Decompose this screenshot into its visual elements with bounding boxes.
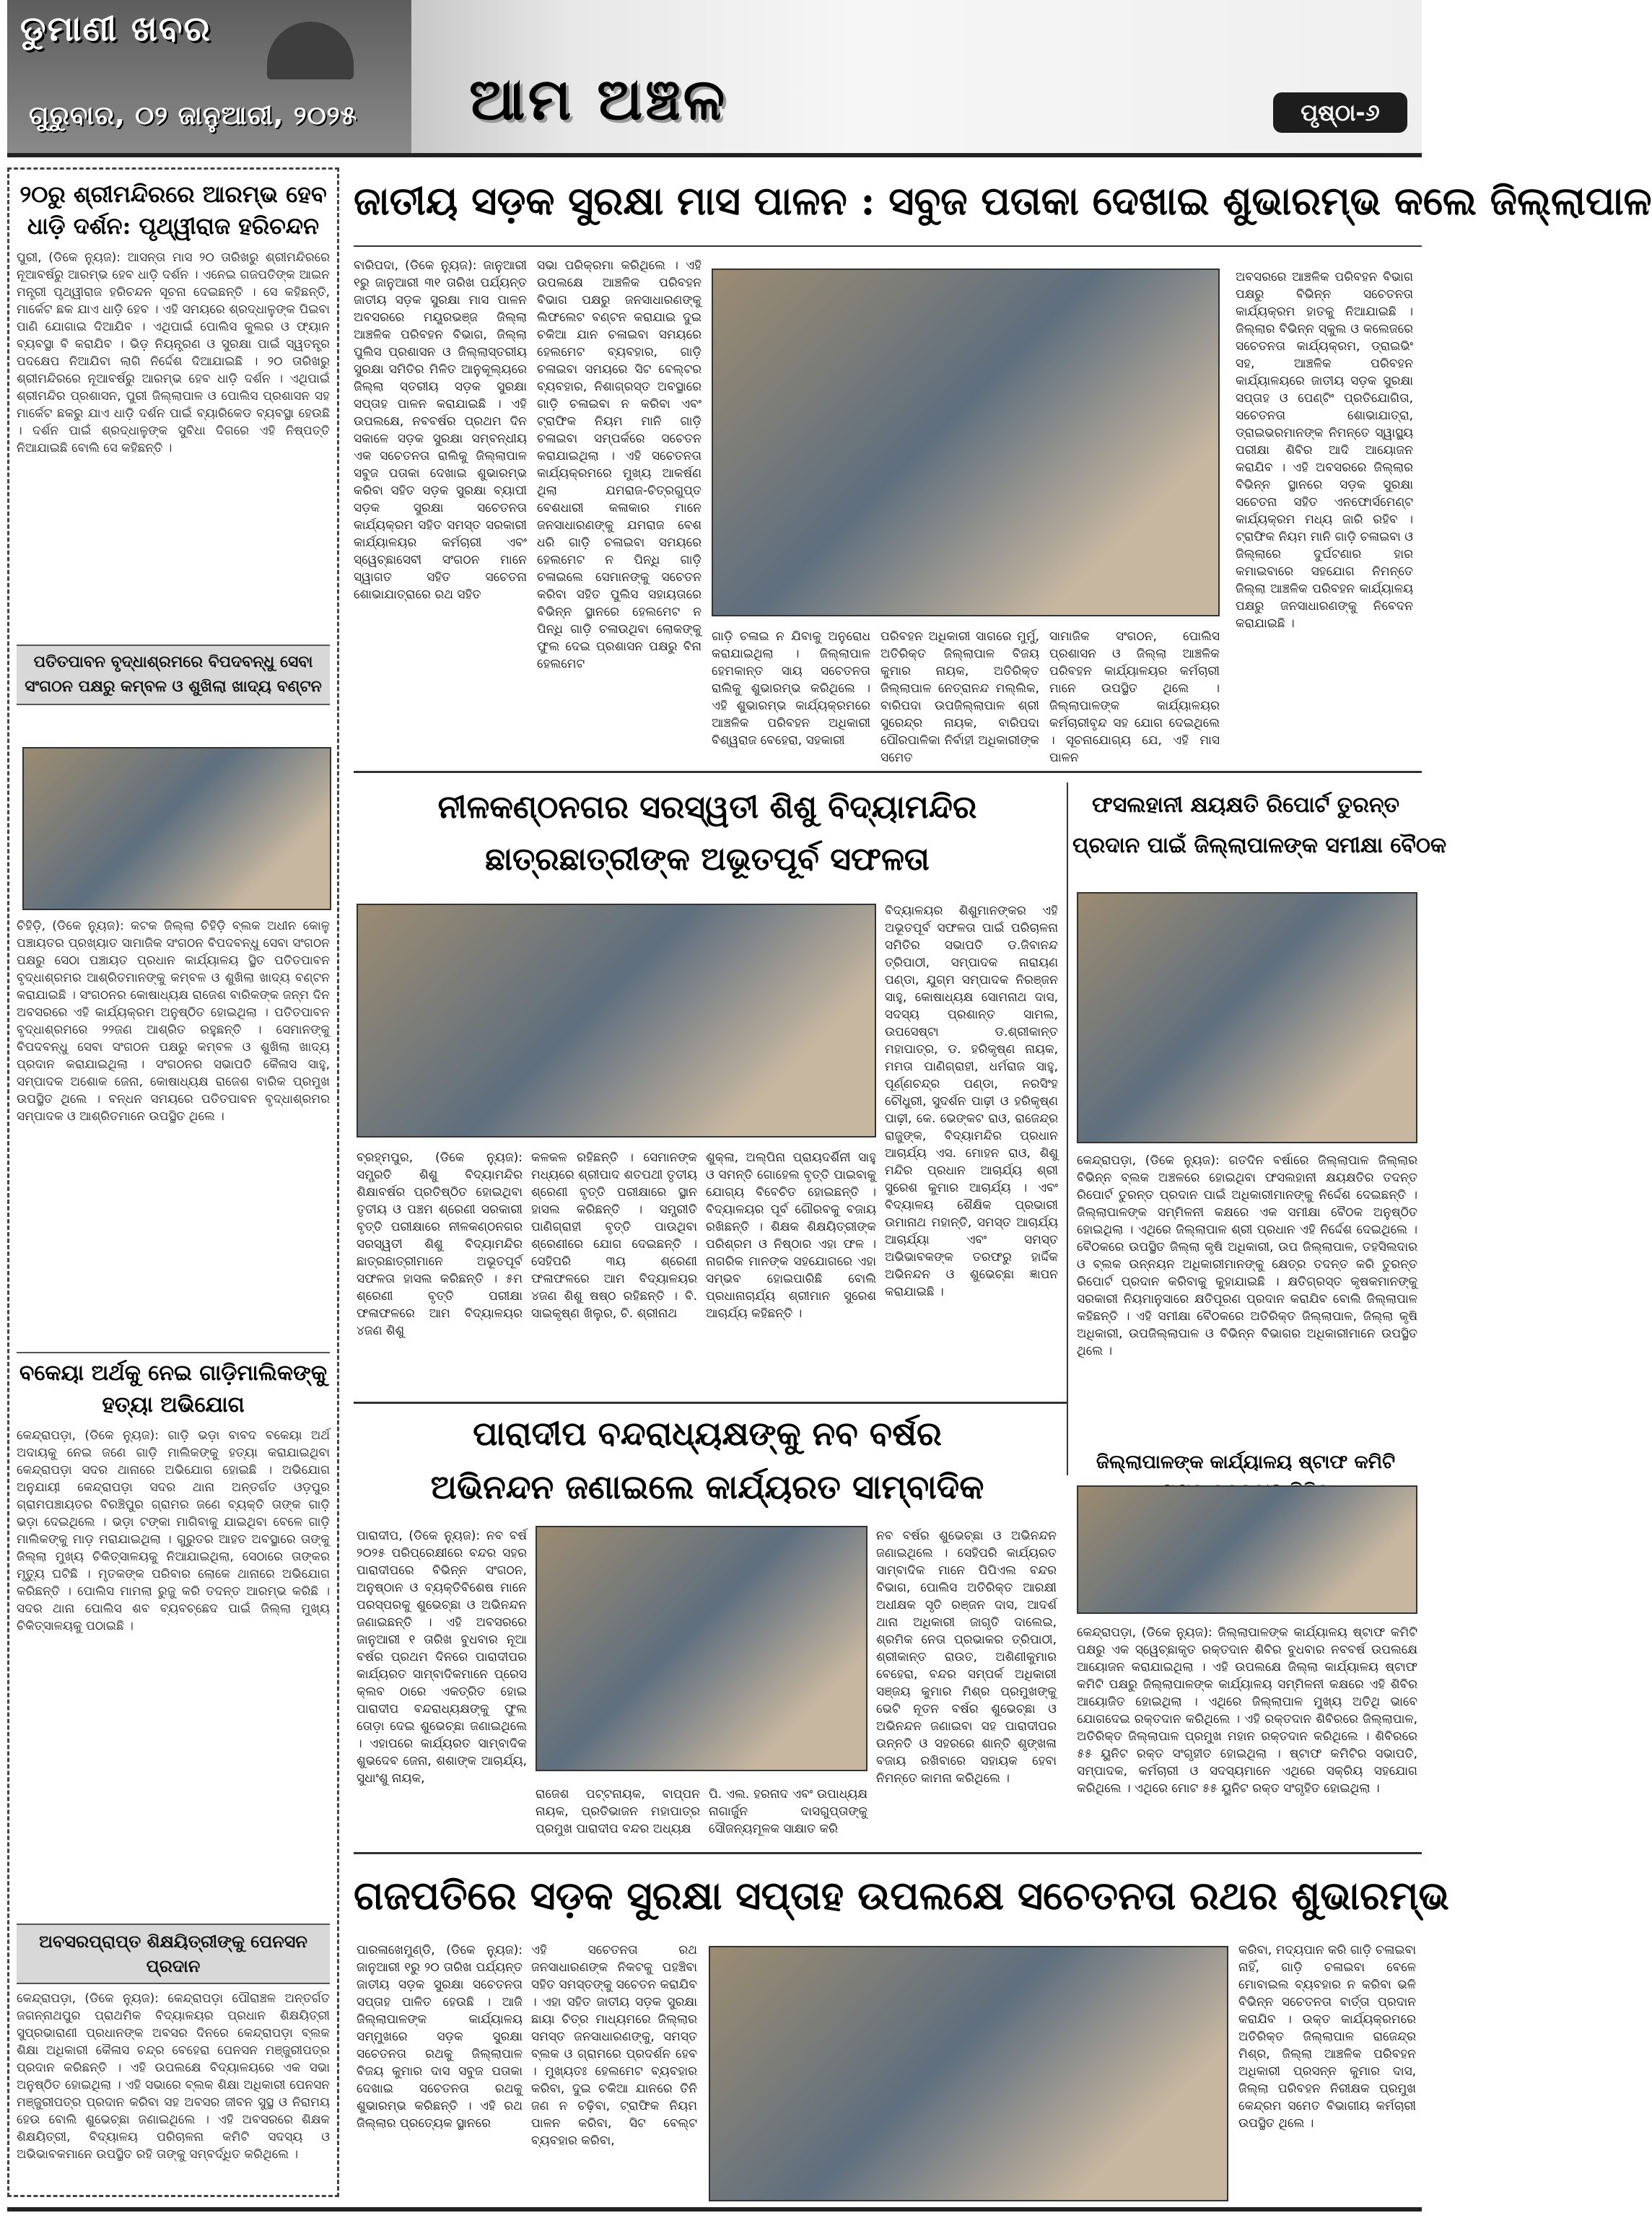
article-column: ବିଦ୍ୟାଳୟର ଶିଶୁମାନଙ୍କର ଏହି ଅଭୂତପୂର୍ବ ସଫଳତା ପାଇଁ ପରିଚାଳନା ସମିତିର ସଭାପତି ଡ.ଜିବାନନ୍ଦ ତ୍ରିପାଠୀ, ସମ୍ପାଦକ ନାରାୟଣ ପଣ୍ଡା, ଯୁଗ୍ମ ସମ୍ପାଦକ ନିରଞ୍ଜନ ସାହୁ, କୋଷାଧ୍ୟକ୍ଷ ସୋମନାଥ ଦାସ, ସଦସ୍ୟ ପ୍ରଶାନ୍ତ ସାମଲ, ଉପସେଷ୍ଟା ଡ.ଶ୍ରୀକାନ୍ତ ମହାପାତ୍ର, ଡ. ହରିକୃଷ୍ଣ ନାୟକ, ମମତା ପାଣିଗ୍ରାହୀ, ଧର୍ମରାଜ ସାହୁ, ପୂର୍ଣ୍ଣଚନ୍ଦ୍ର ପଣ୍ଡା, ନରସିଂହ ଚୌଧୁରୀ, ସୁଦର୍ଶନ ପାଢ଼ୀ ଓ ହରିକୃଷ୍ଣ ପାଢ଼ୀ, କେ. ଭେଙ୍କଟ ରାଓ, ରାଜେନ୍ଦ୍ର ରାଜୁଙ୍କ, ବିଦ୍ୟାମନ୍ଦିର ପ୍ରଧାନ ଆଚାର୍ଯ୍ୟ ଏସ. ମୋହନ ରାଓ, ଶିଶୁ ମନ୍ଦିର ପ୍ରଧାନ ଆଚାର୍ଯ୍ୟ ଶ୍ରୀ ସୁରେଶ କୁମାର ଆଚାର୍ଯ୍ୟ । ଏବଂ ବିଦ୍ୟାଳୟ ଶୈକ୍ଷିକ ପ୍ରଭାରୀ ଉମାନାଥ ମହାନ୍ତି, ସମସ୍ତ ଆଚାର୍ଯ୍ୟ ଆଚାର୍ଯ୍ୟା ଏବଂ ସମସ୍ତ ଅଭିଭାବକଙ୍କ ତରଫରୁ ହାର୍ଦ୍ଦିକ ଅଭିନନ୍ଦନ ଓ ଶୁଭେଚ୍ଛା ଜ୍ଞାପନ କରାଯାଇଛି ।: [885, 904, 1058, 1299]
divider: [354, 771, 1422, 773]
article-column: ସଭା ପରିକ୍ରମା କରିଥିଲେ । ଏହି ଉପଲକ୍ଷେ ଆଞ୍ଚଳିକ ପରିବହନ ବିଭାଗ ପକ୍ଷରୁ ଜନସାଧାରଣଙ୍କୁ ଲିଫଲେଟ ବଣ୍ଟନ କରାଯାଇ ଦୁଇ ଚକିଆ ଯାନ ଚଳାଇବା ସମୟରେ ହେଲମେଟ ବ୍ୟବହାର, ଗାଡ଼ି ଚଳାଇବା ସମୟରେ ସିଟ ବେଲ୍ଟର ବ୍ୟବହାର, ନିଶାଗ୍ରସ୍ତ ଅବସ୍ଥାରେ ଗାଡ଼ି ଚଳାଇବା ନ କରିବା ଏବଂ ଟ୍ରାଫିକ ନିୟମ ମାନି ଗାଡ଼ି ଚଳାଇବା ସମ୍ପର୍କରେ ସଚେତନ କରାଯାଇଥିଲା । ଏହି ସଚେତନତା କାର୍ଯ୍ୟକ୍ରମରେ ମୁଖ୍ୟ ଆକର୍ଷଣ ଥିଲା ଯମରାଜ-ଚିତ୍ରଗୁପ୍ତ ବେଶଧାରୀ କଳାକାର ମାନେ ଜନସାଧାରଣଙ୍କୁ ଯମରାଜ ବେଶ ଧରି ଗାଡ଼ି ଚଳାଇବା ସମୟରେ ହେଲମେଟ ନ ପିନ୍ଧି ଗାଡ଼ି ଚଳାଇଲେ ସେମାନଙ୍କୁ ସଚେତନ କରିବା ସହିତ ପୁଲିସ ସହାୟତାରେ ବିଭିନ୍ନ ସ୍ଥାନରେ ହେଲମେଟ ନ ପିନ୍ଧି ଗାଡ଼ି ଚଳାଉଥିବା ଲୋକଙ୍କୁ ଫୁଲ ଦେଇ ପ୍ରଶାସନ ପକ୍ଷରୁ ବିନା ହେଲମେଟ: [537, 258, 702, 671]
headline-paradip-line2: ଅଭିନନ୍ଦନ ଜଣାଇଲେ କାର୍ଯ୍ୟରତ ସାମ୍ବାଦିକ: [430, 1467, 984, 1506]
school-felicitation-photo: [357, 904, 876, 1138]
blanket-distribution-photo: [22, 747, 331, 910]
article-column: କେନ୍ଦ୍ରାପଡ଼ା, (ଡିକେ ନ୍ୟୁଜ): ଗତଦିନ ବର୍ଷାରେ ଜିଲ୍ଲାପାଳ ଜିଲ୍ଲାର ବିଭିନ୍ନ ବ୍ଲକ ଅଞ୍ଚଳରେ ହୋଇଥିବା ଫସଲହାନୀ କ୍ଷୟକ୍ଷତିର ତଦନ୍ତ ରିପୋର୍ଟ ତୁରନ୍ତ ପ୍ରଦାନ ପାଇଁ ଅଧିକାରୀମାନଙ୍କୁ ନିର୍ଦ୍ଦେଶ ଦେଇଛନ୍ତି । ଜିଲ୍ଲାପାଳଙ୍କ ସମ୍ମିଳନୀ କକ୍ଷରେ ଏକ ସମୀକ୍ଷା ବୈଠକ ଅନୁଷ୍ଠିତ ହୋଇଥିଲା । ଏଥିରେ ଜିଲ୍ଲାପାଳ ଶ୍ରୀ ପ୍ରଧାନ ଏହି ନିର୍ଦ୍ଦେଶ ଦେଇଥିଲେ । ବୈଠକରେ ଉପସ୍ଥିତ ଜିଲ୍ଲା କୃଷି ଅଧିକାରୀ, ଉପ ଜିଲ୍ଲାପାଳ, ତହସିଲଦାର ଓ ବ୍ଲକ ଉନ୍ନୟନ ଅଧିକାରୀମାନଙ୍କୁ କ୍ଷେତ୍ର ତଦନ୍ତ କରି ତୁରନ୍ତ ରିପୋର୍ଟ ପ୍ରଦାନ କରିବାକୁ କୁହାଯାଇଛି । କ୍ଷତିଗ୍ରସ୍ତ କୃଷକମାନଙ୍କୁ ସରକାରୀ ନିୟମାନୁସାରେ କ୍ଷତିପୂରଣ ପ୍ରଦାନ କରାଯିବ ବୋଲି ଜିଲ୍ଲାପାଳ କହିଛନ୍ତି । ଏହି ସମୀକ୍ଷା ବୈଠକରେ ଅତିରିକ୍ତ ଜିଲ୍ଲାପାଳ, ଜିଲ୍ଲା କୃଷି ଅଧିକାରୀ, ଉପଜିଲ୍ଲାପାଳ ଓ ବିଭିନ୍ନ ବିଭାଗର ଅଧିକାରୀମାନେ ଉପସ୍ଥିତ ଥିଲେ ।: [1077, 1153, 1417, 1358]
road-safety-helmet-photo: [712, 268, 1220, 616]
headline-crop-loss-line1: ଫସଲହାନୀ କ୍ଷୟକ୍ଷତି ରିପୋର୍ଟ ତୁରନ୍ତ: [1092, 793, 1399, 818]
story-body: କେନ୍ଦ୍ରାପଡ଼ା, (ଡିକେ ନ୍ୟୁଜ): ଗାଡ଼ି ଭଡ଼ା ବାବଦ ବକେୟା ଅର୍ଥ ଅଦାୟକୁ ନେଇ ଜଣେ ଗାଡ଼ି ମାଲିକଙ୍କୁ ହତ୍ୟା କରାଯାଇଥିବା କେନ୍ଦ୍ରାପଡ଼ା ସଦର ଥାନାରେ ଅଭିଯୋଗ ହୋଇଛି । ଅଭିଯୋଗ ଅନୁଯାୟୀ କେନ୍ଦ୍ରାପଡ଼ା ସଦର ଥାନା ଅନ୍ତର୍ଗତ ଓଡ଼ପୁର ଗ୍ରାମପଞ୍ଚାୟତର ବିରଞ୍ଚିପୁର ଗ୍ରାମର ଜଣେ ବ୍ୟକ୍ତି ତାଙ୍କ ଗାଡ଼ି ଭଡ଼ା ଦେଇଥିଲେ । ଭଡ଼ା ଟଙ୍କା ମାଗିବାକୁ ଯାଇଥିବା ବେଳେ ଗାଡ଼ି ମାଲିକଙ୍କୁ ମାଡ଼ ମରାଯାଇଥିଲା । ଗୁରୁତର ଆହତ ଅବସ୍ଥାରେ ତାଙ୍କୁ ଜିଲ୍ଲା ମୁଖ୍ୟ ଚିକିତ୍ସାଳୟକୁ ନିଆଯାଇଥିଲା, ସେଠାରେ ତାଙ୍କର ମୃତ୍ୟୁ ଘଟିଛି । ମୃତକଙ୍କ ପରିବାର ଲୋକେ ଥାନାରେ ଅଭିଯୋଗ କରିଛନ୍ତି । ପୋଲିସ ମାମଲା ରୁଜୁ କରି ତଦନ୍ତ ଆରମ୍ଭ କରିଛି । ସଦର ଥାନା ପୋଲିସ ଶବ ବ୍ୟବଚ୍ଛେଦ ପାଇଁ ଜିଲ୍ଲା ମୁଖ୍ୟ ଚିକିତ୍ସାଳୟକୁ ପଠାଇଛି ।: [17, 1428, 330, 1633]
paradip-greeting-photo: [536, 1526, 867, 1771]
article-column: ସାମାଜିକ ସଂଗଠନ, ପୋଲିସ ପ୍ରଶାସନ ଓ ଜିଲ୍ଲା ଆଞ୍ଚଳିକ ପରିବହନ କାର୍ଯ୍ୟାଳୟର କର୍ମଚାରୀ ମାନେ ଉପସ୍ଥିତ ଥିଲେ । ଜିଲ୍ଲାପାଳଙ୍କ କାର୍ଯ୍ୟାଳୟର କର୍ମଚାରୀବୃନ୍ଦ ସହ ଯୋଗ ଦେଇଥିଲେ । ସୂଚନାଯୋଗ୍ୟ ଯେ, ଏହି ମାସ ପାଳନ: [1049, 629, 1220, 765]
article-column: କେନ୍ଦ୍ରାପଡ଼ା, (ଡିକେ ନ୍ୟୁଜ): ଜିଲ୍ଲାପାଳଙ୍କ କାର୍ଯ୍ୟାଳୟ ଷ୍ଟାଫ କମିଟି ପକ୍ଷରୁ ଏକ ସ୍ୱେଚ୍ଛାକୃତ ରକ୍ତଦାନ ଶିବିର ବୁଧବାର ନବବର୍ଷ ଉପଲକ୍ଷେ ଆୟୋଜନ କରାଯାଇଥିଲା । ଏହି ଉପଲକ୍ଷେ ଜିଲ୍ଲା କାର୍ଯ୍ୟାଳୟ ଷ୍ଟାଫ କମିଟି ପକ୍ଷରୁ ଜିଲ୍ଲାପାଳଙ୍କ କାର୍ଯ୍ୟାଳୟ ସମ୍ମିଳନୀ କକ୍ଷରେ ଏହି ଶିବିର ଆୟୋଜିତ ହୋଇଥିଲା । ଏଥିରେ ଜିଲ୍ଲାପାଳ ମୁଖ୍ୟ ଅତିଥି ଭାବେ ଯୋଗଦେଇ ରକ୍ତଦାନ କରିଥିଲେ । ଏହି ରକ୍ତଦାନ ଶିବିରରେ ଜିଲ୍ଲାପାଳ, ଅତିରିକ୍ତ ଜିଲ୍ଲାପାଳ ପ୍ରମୁଖ ମହାନ ରକ୍ତଦାନ କରିଥିଲେ । ଶିବିରରେ ୫୫ ୟୁନିଟ ରକ୍ତ ସଂଗୃହୀତ ହୋଇଥିଲା । ଷ୍ଟାଫ କମିଟିର ସଭାପତି, ସମ୍ପାଦକ, କର୍ମଚାରୀ ଓ ସଦସ୍ୟମାନେ ଏଥିରେ ସକ୍ରିୟ ସହଯୋଗ କରିଥିଲେ । ଏଥିରେ ମୋଟ ୫୫ ୟୁନିଟ ରକ୍ତ ସଂଗୃହିତ ହୋଇଥିଲା ।: [1077, 1625, 1417, 1796]
article-column: ଏହି ସଚେତନତା ରଥ ଜନସାଧାରଣଙ୍କ ନିକଟକୁ ପହଞ୍ଚିବା ସହିତ ସମସ୍ତଙ୍କୁ ସଚେତନ କରାଯିବ । ଏହା ସହିତ ଜାତୀୟ ସଡ଼କ ସୁରକ୍ଷା ଛାୟା ଚିତ୍ର ମାଧ୍ୟମରେ ଜିଲ୍ଲାର ସମସ୍ତ ଜନସାଧାରଣଙ୍କୁ, ସମସ୍ତ ବ୍ଲକ ଓ ଗ୍ରାମରେ ପ୍ରଦର୍ଶନ ହେବ । ମୁଖ୍ୟତଃ ହେଲମେଟ ବ୍ୟବହାର କରିବା, ଦୁଇ ଚକିଆ ଯାନରେ ତିନି ଜଣ ନ ଚଢ଼ିବା, ଟ୍ରାଫିକ ନିୟମ ପାଳନ କରିବା, ସିଟ ବେଲ୍ଟ ବ୍ୟବହାର କରିବା,: [531, 1943, 697, 2148]
left-news-column: [7, 167, 339, 2197]
article-column: ଅବସରରେ ଆଞ୍ଚଳିକ ପରିବହନ ବିଭାଗ ପକ୍ଷରୁ ବିଭିନ୍ନ ସଚେତନତା କାର୍ଯ୍ୟକ୍ରମ ହାତକୁ ନିଆଯାଇଛି । ଜିଲ୍ଲାର ବିଭିନ୍ନ ସ୍କୁଲ ଓ କଲେଜରେ ସଚେତନତା କାର୍ଯ୍ୟକ୍ରମ, ଡ୍ରାଇଭିଂ ସହ, ଆଞ୍ଚଳିକ ପରିବହନ କାର୍ଯ୍ୟାଳୟରେ ଜାତୀୟ ସଡ଼କ ସୁରକ୍ଷା ସପ୍ତାହ ଓ ପେଣ୍ଟିଂ ପ୍ରତିଯୋଗିତା, ସଚେତନତା ଶୋଭାଯାତ୍ରା, ଡ୍ରାଇଭରମାନଙ୍କ ନିମନ୍ତେ ସ୍ୱାସ୍ଥ୍ୟ ପରୀକ୍ଷା ଶିବିର ଆଦି ଆୟୋଜନ କରାଯିବ । ଏହି ଅବସରରେ ଜିଲ୍ଲାର ବିଭିନ୍ନ ସ୍ଥାନରେ ସଡ଼କ ସୁରକ୍ଷା ସଚେତନା ସହିତ ଏନଫୋର୍ସମେଣ୍ଟ କାର୍ଯ୍ୟକ୍ରମ ମଧ୍ୟ ଜାରି ରହିବ । ଟ୍ରାଫିକ ନିୟମ ମାନି ଗାଡ଼ି ଚଳାଇବା ଓ ଜିଲ୍ଲାରେ ଦୁର୍ଘଟଣାର ହାର କମାଇବାରେ ସହଯୋଗ ନିମନ୍ତେ ଜିଲ୍ଲା ଆଞ୍ଚଳିକ ପରିବହନ କାର୍ଯ୍ୟାଳୟ ପକ୍ଷରୁ ଜନସାଧାରଣଙ୍କୁ ନିବେଦନ କରାଯାଇଛି ।: [1236, 270, 1413, 631]
headline-saraswati-shishu-line1: ନୀଳକଣ୍ଠନଗର ସରସ୍ୱତୀ ଶିଶୁ ବିଦ୍ୟାମନ୍ଦିର: [437, 789, 977, 826]
article-column: ଗାଡ଼ି ଚଳାଇ ନ ଯିବାକୁ ଅନୁରୋଧ କରାଯାଇଥିଲା । ଜିଲ୍ଲାପାଳ ହେମକାନ୍ତ ସାୟ ସଚେତନତା ରାଲିକୁ ଶୁଭାରମ୍ଭ କରିଥିଲେ । ଏହି ଶୁଭାରମ୍ଭ କାର୍ଯ୍ୟକ୍ରମରେ ଆଞ୍ଚଳିକ ପରିବହନ ଅଧିକାରୀ ବିଶ୍ୱରାଜ ବେହେରା, ସହକାରୀ: [712, 629, 870, 748]
headline-paradip-line1: ପାରାଦୀପ ବନ୍ଦରାଧ୍ୟକ୍ଷଙ୍କୁ ନବ ବର୍ଷର: [473, 1414, 942, 1453]
story-briddhashram-body: [17, 917, 330, 1343]
newspaper-name: ଡୁମାଣୀ ଖବର: [20, 9, 211, 49]
page-number-badge: ପୃଷ୍ଠା-୬: [1273, 92, 1407, 133]
divider: [354, 1852, 1422, 1854]
article-column: ପି. ଏଲ. ହରନାଦ ଏବଂ ଉପାଧ୍ୟକ୍ଷ ନାଗାର୍ଜୁନ ଦାସଗୁପ୍ତାଙ୍କୁ ସୌଜନ୍ୟମୂଳକ ସାକ୍ଷାତ କରି: [709, 1787, 867, 1836]
page-bottom-rule: [7, 2207, 1422, 2212]
story-dhadi-darshan: [17, 178, 330, 653]
story-headline: ଅବସରପ୍ରାପ୍ତ ଶିକ୍ଷୟିତ୍ରୀଙ୍କୁ ପେନସନ ପ୍ରଦାନ: [17, 1924, 330, 1984]
article-column: ବ୍ରହ୍ମପୁର, (ଡିକେ ନ୍ୟୁଜ): ସମ୍ପ୍ରତି ଶିଶୁ ବିଦ୍ୟାମନ୍ଦିର ଶିକ୍ଷାବର୍ଷର ପ୍ରତିଷ୍ଠିତ ହୋଇଥିବା ତୃତୀୟ ଓ ପଞ୍ଚମ ଶ୍ରେଣୀ ସରକାରୀ ବୃତ୍ତି ପରୀକ୍ଷାରେ ନୀଳକଣ୍ଠନଗର ସରସ୍ୱତୀ ଶିଶୁ ବିଦ୍ୟାମନ୍ଦିର ଛାତ୍ରଛାତ୍ରୀମାନେ ଅଭୂତପୂର୍ବ ସଫଳତା ହାସଲ କରିଛନ୍ତି । ୫ମ ଶ୍ରେଣୀ ବୃତ୍ତି ପରୀକ୍ଷା ଫଳାଫଳରେ ଆମ ବିଦ୍ୟାଳୟର ୪ଜଣ ଶିଶୁ: [357, 1151, 523, 1338]
story-headline: ପତିତପାବନ ବୃଦ୍ଧାଶ୍ରମରେ ବିପଦବନ୍ଧୁ ସେବା ସଂଗଠନ ପକ୍ଷରୁ କମ୍ବଳ ଓ ଶୁଖିଲା ଖାଦ୍ୟ ବଣ୍ଟନ: [17, 645, 330, 705]
article-column: ରାଜେଶ ପଟ୍ଟନାୟକ, ବାପ୍ପନ ନାୟକ, ପ୍ରତିଭାଜନ ମହାପାତ୍ର ପ୍ରମୁଖ ପାରାଦୀପ ବନ୍ଦର ଅଧ୍ୟକ୍ଷ: [536, 1787, 700, 1836]
divider: [354, 1402, 1067, 1404]
story-briddhashram: [17, 645, 330, 705]
awareness-chariot-flag-off-photo: [709, 1946, 1228, 2201]
article-column: ପରିବହନ ଅଧିକାରୀ ସାଗରେ ମୁର୍ମୁ, ଅତିରିକ୍ତ ଜିଲ୍ଲାପାଳ ବିଜୟ କୁମାର ନାୟକ, ଅତିରିକ୍ତ ଜିଲ୍ଲାପାଳ ନେତ୍ରାନନ୍ଦ ମଲ୍ଲିକ, ବାରିପଦା ଉପଜିଲ୍ଲାପାଳ ଶ୍ରୀ ସୁରେନ୍ଦ୍ର ନାୟକ, ବାରିପଦା ପୌରପାଳିକା ନିର୍ବାହୀ ଅଧିକାରୀଙ୍କ ସମେତ: [880, 629, 1039, 765]
article-column: ବାରିପଦା, (ଡିକେ ନ୍ୟୁଜ): ଜାନୁଆରୀ ୧ରୁ ଜାନୁଆରୀ ୩୧ ତାରିଖ ପର୍ଯ୍ୟନ୍ତ ଜାତୀୟ ସଡ଼କ ସୁରକ୍ଷା ମାସ ପାଳନ ଅବସରରେ ମୟୂରଭଞ୍ଜ ଜିଲ୍ଲା ଆଞ୍ଚଳିକ ପରିବହନ ବିଭାଗ, ଜିଲ୍ଲା ପୁଲିସ ପ୍ରଶାସନ ଓ ଜିଲ୍ଲାସ୍ତରୀୟ ସୁରକ୍ଷା ସମିତିର ମିଳିତ ଆନୁକୂଲ୍ୟରେ ଜିଲ୍ଲା ସ୍ତରୀୟ ସଡ଼କ ସୁରକ୍ଷା ସପ୍ତାହ ପାଳନ କରାଯାଇଛି । ଏହି ଉପଲକ୍ଷେ, ନବବର୍ଷର ପ୍ରଥମ ଦିନ ସକାଳେ ସଡ଼କ ସୁରକ୍ଷା ସମ୍ବନ୍ଧୀୟ ଏକ ସଚେତନତା ରାଲିକୁ ଜିଲ୍ଲାପାଳ ସବୁଜ ପତାକା ଦେଖାଇ ଶୁଭାରମ୍ଭ କରିବା ସହିତ ସଡ଼କ ସୁରକ୍ଷା ବ୍ୟାପୀ ସଡ଼କ ସୁରକ୍ଷା ସଚେତନତା କାର୍ଯ୍ୟକ୍ରମ ସହିତ ସମସ୍ତ ସରକାରୀ କାର୍ଯ୍ୟାଳୟର କର୍ମଚାରୀ ଏବଂ ସ୍ୱେଚ୍ଛାସେବୀ ସଂଗଠନ ମାନେ ସ୍ୱାଗତ ସହିତ ସଚେତନା ଶୋଭାଯାତ୍ରାରେ ରଥ ସହିତ: [354, 258, 527, 602]
story-pension: [17, 1924, 330, 2214]
divider: [1067, 782, 1068, 1475]
article-column: ନବ ବର୍ଷର ଶୁଭେଚ୍ଛା ଓ ଅଭିନନ୍ଦନ ଜଣାଇଥିଲେ । ସେହିପରି କାର୍ଯ୍ୟରତ ସାମ୍ବାଦିକ ମାନେ ପିପିଏଲ ବନ୍ଦର ବିଭାଗ, ପୋଲିସ ଅତିରିକ୍ତ ଆରକ୍ଷୀ ଅଧୀକ୍ଷକ ସୃତି ରଞ୍ଜନ ଦାସ, ଆଦର୍ଶ ଥାନା ଅଧିକାରୀ ଜାଗୃତି ଦାଲେଇ, ଶ୍ରମିକ ନେତା ପ୍ରଭାକର ତ୍ରିପାଠୀ, ଶ୍ରୀକାନ୍ତ ରାଉତ, ଅଶିଣୀକୁମାର ବେହେରା, ବନ୍ଦର ସମ୍ପର୍କ ଅଧିକାରୀ ସଞ୍ଜୟ କୁମାର ମିଶ୍ର ପ୍ରମୁଖଙ୍କୁ ଭେଟି ନୂତନ ବର୍ଷର ଶୁଭେଚ୍ଛା ଓ ଅଭିନନ୍ଦନ ଜଣାଇବା ସହ ପାରାଦୀପର ଉନ୍ନତି ଓ ସହରରେ ଶାନ୍ତି ଶୃଙ୍ଖଳା ବଜାୟ ରଖିବାରେ ସହାୟକ ହେବା ନିମନ୍ତେ କାମନା କରିଥିଲେ ।: [876, 1529, 1057, 1786]
story-headline: ବକେୟା ଅର୍ଥକୁ ନେଇ ଗାଡ଼ିମାଲିକଙ୍କୁ ହତ୍ୟା ଅଭିଯୋଗ: [17, 1352, 330, 1421]
article-column: କରିବା, ମଦ୍ୟପାନ କରି ଗାଡ଼ି ଚଳାଇବା ନାହିଁ, ଗାଡ଼ି ଚଳାଇବା ବେଳେ ମୋବାଇଲ ବ୍ୟବହାର ନ କରିବା ଭଳି ବିଭିନ୍ନ ସଚେତନତା ବାର୍ତ୍ତା ପ୍ରଦାନ କରାଯିବ । ଉକ୍ତ କାର୍ଯ୍ୟକ୍ରମରେ ଅତିରିକ୍ତ ଜିଲ୍ଲାପାଳ ରାଜେନ୍ଦ୍ର ମିଶ୍ର, ଜିଲ୍ଲା ଆଞ୍ଚଳିକ ପରିବହନ ଅଧିକାରୀ ପ୍ରସନ୍ନ କୁମାର ଦାସ, ଜିଲ୍ଲା ପରିବହନ ନିରୀକ୍ଷକ ପ୍ରମୁଖ କେନ୍ଦ୍ରମ ସମେତ ବିଭାଗୀୟ କର୍ମଚାରୀ ଉପସ୍ଥିତ ଥିଲେ ।: [1238, 1943, 1416, 2131]
article-column: ପାରଳାଖେମୁଣ୍ଡି, (ଡିକେ ନ୍ୟୁଜ): ଜାନୁଆରୀ ୧ରୁ ୨୦ ତାରିଖ ପର୍ଯ୍ୟନ୍ତ ଜାତୀୟ ସଡ଼କ ସୁରକ୍ଷା ସଚେତନତା ସପ୍ତାହ ପାଳିତ ହେଉଛି । ଆଜି ଜିଲ୍ଲାପାଳଙ୍କ କାର୍ଯ୍ୟାଳୟ ସମ୍ମୁଖରେ ସଡ଼କ ସୁରକ୍ଷା ସଚେତନତା ରଥକୁ ଜିଲ୍ଲାପାଳ ବିଜୟ କୁମାର ଦାସ ସବୁଜ ପତାକା ଦେଖାଇ ସଚେତନତା ରଥକୁ ଶୁଭାରମ୍ଭ କରିଛନ୍ତି । ଏହି ରଥ ଜିଲ୍ଲାର ପ୍ରତ୍ୟେକ ସ୍ଥାନରେ: [357, 1943, 523, 2131]
headline-blood-donation: ଜିଲ୍ଲାପାଳଙ୍କ କାର୍ଯ୍ୟାଳୟ ଷ୍ଟାଫ କମିଟି: [1096, 1451, 1396, 1473]
lead-headline-road-safety-month: ଜାତୀୟ ସଡ଼କ ସୁରକ୍ଷା ମାସ ପାଳନ : ସବୁଜ ପତାକା ଦେଖାଇ ଶୁଭାରମ୍ଭ କଲେ ଜିଲ୍ଲାପାଳ: [354, 178, 1652, 224]
article-column: ପାରାଦୀପ, (ଡିକେ ନ୍ୟୁଜ): ନବ ବର୍ଷ ୨୦୨୫ ପରିପ୍ରେକ୍ଷୀରେ ବନ୍ଦର ସହର ପାରାଦୀପରେ ବିଭିନ୍ନ ସଂଗଠନ, ଅନୁଷ୍ଠାନ ଓ ବ୍ୟକ୍ତିବିଶେଷ ମାନେ ପରସ୍ପରକୁ ଶୁଭେଚ୍ଛା ଓ ଅଭିନନ୍ଦନ ଜଣାଇଛନ୍ତି । ଏହି ଅବସରରେ ଜାନୁଆରୀ ୧ ତାରିଖ ବୁଧବାର ନୂଆ ବର୍ଷର ପ୍ରଥମ ଦିନରେ ପାରାଦୀପର କାର୍ଯ୍ୟରତ ସାମ୍ବାଦିକମାନେ ପ୍ରେସ କ୍ଲବ ଠାରେ ଏକତ୍ରିତ ହୋଇ ପାରାଦୀପ ବନ୍ଦରାଧ୍ୟକ୍ଷଙ୍କୁ ଫୁଲ ତୋଡ଼ା ଦେଇ ଶୁଭେଚ୍ଛା ଜଣାଇଥିଲେ । ଏହାପରେ କାର୍ଯ୍ୟରତ ସାମ୍ବାଦିକ ଶୁଭଦେବ ଜେନା, ଶଶାଙ୍କ ଆଚାର୍ଯ୍ୟ, ସୁଧାଂଶୁ ନାୟକ,: [357, 1529, 527, 1786]
divider: [354, 245, 1422, 247]
story-body: କେନ୍ଦ୍ରାପଡ଼ା, (ଡିକେ ନ୍ୟୁଜ): କେନ୍ଦ୍ରାପଡ଼ା ପୌରାଞ୍ଚଳ ଅନ୍ତର୍ଗତ ଜଗନ୍ନାଥପୁର ପ୍ରାଥମିକ ବିଦ୍ୟାଳୟର ପ୍ରଧାନ ଶିକ୍ଷୟିତ୍ରୀ ସୁପ୍ରଭାରାଣୀ ପ୍ରଧାନଙ୍କ ଅବସର ଦିନରେ କେନ୍ଦ୍ରାପଡ଼ା ବ୍ଲକ ଶିକ୍ଷା ଅଧିକାରୀ କୈଳାସ ଚନ୍ଦ୍ର ବେହେରା ପେନସନ ମଞ୍ଜୁରୀପତ୍ର ପ୍ରଦାନ କରିଛନ୍ତି । ଏହି ଉପଲକ୍ଷେ ବିଦ୍ୟାଳୟରେ ଏକ ସଭା ଅନୁଷ୍ଠିତ ହୋଇଥିଲା । ଏହି ସଭାରେ ବ୍ଲକ ଶିକ୍ଷା ଅଧିକାରୀ ପେନସନ ମଞ୍ଜୁରୀପତ୍ର ପ୍ରଦାନ କରିବା ସହ ଅବସର ଜୀବନ ସୁସ୍ଥ ଓ ନିରାମୟ ହେଉ ବୋଲି ଶୁଭେଚ୍ଛା ଜଣାଇଥିଲେ । ଏହି ଅବସରରେ ଶିକ୍ଷକ ଶିକ୍ଷୟିତ୍ରୀ, ବିଦ୍ୟାଳୟ ପରିଚାଳନା କମିଟି ସଦସ୍ୟ ଓ ଅଭିଭାବକମାନେ ଉପସ୍ଥିତ ରହି ତାଙ୍କୁ ସମ୍ବର୍ଦ୍ଧିତ କରିଥିଲେ ।: [17, 1991, 330, 2162]
masthead: [7, 0, 1422, 157]
blood-donation-photo: [1077, 1485, 1417, 1614]
masthead-brand-panel: [7, 0, 411, 153]
story-vehicle-owner: [17, 1352, 330, 1932]
story-body: ଚିହିଡ଼ି, (ଡିକେ ନ୍ୟୁଜ): କଟକ ଜିଲ୍ଲା ଚିହିଡ଼ି ବ୍ଲକ ଅଧୀନ କୋଳୁ ପଞ୍ଚାୟତର ପ୍ରଖ୍ୟାତ ସାମାଜିକ ସଂଗଠନ ବିପଦବନ୍ଧୁ ସେବା ସଂଗଠନ ପକ୍ଷରୁ ସେଠା ପଞ୍ଚାୟତ ପ୍ରଧାନ କାର୍ଯ୍ୟାଳୟ ସ୍ଥିତ ପତିତପାବନ ବୃଦ୍ଧାଶ୍ରମର ଆଶ୍ରିତମାନଙ୍କୁ କମ୍ବଳ ଓ ଶୁଖିଲା ଖାଦ୍ୟ ବଣ୍ଟନ କରାଯାଇଛି । ସଂଗଠନର କୋଷାଧ୍ୟକ୍ଷ ରାଜେଶ ବାରିକଙ୍କ ଜନ୍ମ ଦିନ ଅବସରରେ ଏହି କାର୍ଯ୍ୟକ୍ରମ ଅନୁଷ୍ଠିତ ହୋଇଥିଲା । ପତିତପାବନ ବୃଦ୍ଧାଶ୍ରମରେ ୨୨ଜଣ ଆଶ୍ରିତ ରହୁଛନ୍ତି । ସେମାନଙ୍କୁ ବିପଦବନ୍ଧୁ ସେବା ସଂଗଠନ ପକ୍ଷରୁ କମ୍ବଳ ଓ ଶୁଖିଲା ଖାଦ୍ୟ ପ୍ରଦାନ କରାଯାଇଥିଲା । ସଂଗଠନର ସଭାପତି କୈଳାସ ସାହୁ, ସମ୍ପାଦକ ଅଶୋକ ଜେନା, କୋଷାଧ୍ୟକ୍ଷ ରାଜେଶ ବାରିକ ପ୍ରମୁଖ ଉପସ୍ଥିତ ଥିଲେ । ବନ୍ଧନ ସମୟରେ ପତିତପାବନ ବୃଦ୍ଧାଶ୍ରମର ସମ୍ପାଦକ ଓ ଆଶ୍ରିତମାନେ ଉପସ୍ଥିତ ଥିଲେ ।: [17, 919, 330, 1124]
article-column: କଳକଳ ରହିଛନ୍ତି । ସେମାନଙ୍କ ମଧ୍ୟରେ ଶ୍ରୀପାଦ ଶତପଥୀ ତୃତୀୟ ଶ୍ରେଣୀ ବୃତ୍ତି ପରୀକ୍ଷାରେ ସ୍ଥାନ ହାସଲ କରିଛନ୍ତି । ସମ୍ପ୍ରୀତି ପାଣିଗ୍ରାହୀ ବୃତ୍ତି ପାଉଥିବା ଶ୍ରେଣୀରେ ଯୋଗ ଦେଇଛନ୍ତି । ସେହିପରି ୩ୟ ଶ୍ରେଣୀ ଫଳାଫଳରେ ଆମ ବିଦ୍ୟାଳୟର ୪ଜଣ ଶିଶୁ ଷଷ୍ଠ ରହିଛନ୍ତି । ବି. ସାଇକୃଷ୍ଣ ଖିଲୁର, ଚି. ଶ୍ରୀନାଥ: [531, 1151, 697, 1321]
hut-illustration: [267, 22, 354, 79]
issue-date: ଗୁରୁବାର, ୦୨ ଜାନୁଆରୀ, ୨୦୨୫: [29, 101, 358, 131]
headline-saraswati-shishu-line2: ଛାତ୍ରଛାତ୍ରୀଙ୍କ ଅଭୂତପୂର୍ବ ସଫଳତା: [485, 841, 930, 878]
review-meeting-photo: [1077, 892, 1417, 1143]
story-body: ପୁରୀ, (ଡିକେ ନ୍ୟୁଜ): ଆସନ୍ତା ମାସ ୨୦ ତାରିଖରୁ ଶ୍ରୀମନ୍ଦିରରେ ନୂଆବର୍ଷରୁ ଆରମ୍ଭ ହେବ ଧାଡ଼ି ଦର୍ଶନ । ଏନେଇ ଗଜପତିଙ୍କ ଆଇନ ମନ୍ତ୍ରୀ ପୃଥ୍ୱୀରାଜ ହରିଚନ୍ଦନ ସୂଚନା ଦେଇଛନ୍ତି । ସେ କହିଛନ୍ତି, ମାର୍କେଟ ଛକ ଯାଏ ଧାଡ଼ି ହେବ । ଏହି ସମୟରେ ଶ୍ରଦ୍ଧାଳୁଙ୍କ ପିଇବା ପାଣି ଯୋଗାଇ ଦିଆଯିବ । ଏଥିପାଇଁ ପୋଲିସ କୁଲର ଓ ଫ୍ୟାନ ବ୍ୟବସ୍ଥା ବି କରାଯିବ । ଭିଡ଼ ନିୟନ୍ତ୍ରଣ ଓ ସୁରକ୍ଷା ପାଇଁ ସ୍ୱତନ୍ତ୍ର ପଦକ୍ଷେପ ନିଆଯିବା ଲାଗି ନିର୍ଦ୍ଦେଶ ଦିଆଯାଇଛି । ୨୦ ତାରିଖରୁ ଶ୍ରୀମନ୍ଦିରରେ ନୂଆବର୍ଷରୁ ଆରମ୍ଭ ହେବ ଧାଡ଼ି ଦର୍ଶନ । ଏଥିପାଇଁ ଶ୍ରୀମନ୍ଦିର ପ୍ରଶାସନ, ପୁରୀ ଜିଲ୍ଲାପାଳ ଓ ପୋଲିସ ପ୍ରଶାସନ ସହ ମାର୍କେଟ ଛକରୁ ଯାଏ ଧାଡ଼ି ଦର୍ଶନ ପାଇଁ ବ୍ୟାରିକେଡ ବ୍ୟବସ୍ଥା ହେଉଛି । ଦର୍ଶନ ପାଇଁ ଶ୍ରଦ୍ଧାଳୁଙ୍କ ସୁବିଧା ଦିଗରେ ଏହି ନିଷ୍ପତ୍ତି ନିଆଯାଇଛି ବୋଲି ସେ କହିଛନ୍ତି ।: [17, 250, 330, 455]
headline-gajapati-awareness-chariot: ଗଜପତିରେ ସଡ଼କ ସୁରକ୍ଷା ସପ୍ତାହ ଉପଲକ୍ଷେ ସଚେତନତା ରଥର ଶୁଭାରମ୍ଭ: [354, 1872, 1449, 1918]
section-title: ଆମ ଅଞ୍ଚଳ: [469, 65, 728, 133]
headline-crop-loss-line2: ପ୍ରଦାନ ପାଇଁ ଜିଲ୍ଲାପାଳଙ୍କ ସମୀକ୍ଷା ବୈଠକ: [1072, 833, 1447, 858]
article-column: ଶୁକ୍ଳା, ଅଲ୍ପିନା ପ୍ରାୟଦର୍ଶିନୀ ସାହୁ ଓ ସମନ୍ତି ଗୋହେଲ ବୃତ୍ତି ପାଇବାକୁ ଯୋଗ୍ୟ ବିବେଚିତ ହୋଇଛନ୍ତି । ବିଦ୍ୟାଳୟର ପୂର୍ବ ଗୌରବକୁ ବଜାୟ ରଖିଛନ୍ତି । ଶିକ୍ଷକ ଶିକ୍ଷୟିତ୍ରୀଙ୍କ ପରିଶ୍ରମ ଓ ନିଷ୍ଠାର ଏହା ଫଳ । ନାଗରିକ ମାନଙ୍କ ସହଯୋଗରେ ଏହା ସମ୍ଭବ ହୋଇପାରିଛି ବୋଲି ପ୍ରଧାନାଚାର୍ଯ୍ୟ ଶ୍ରୀମାନ ସୁରେଶ ଆଚାର୍ଯ୍ୟ କହିଛନ୍ତି ।: [706, 1151, 876, 1321]
story-headline: ୨୦ରୁ ଶ୍ରୀମନ୍ଦିରରେ ଆରମ୍ଭ ହେବ ଧାଡ଼ି ଦର୍ଶନ: ପୃଥ୍ୱୀରାଜ ହରିଚନ୍ଦନ: [19, 180, 327, 240]
